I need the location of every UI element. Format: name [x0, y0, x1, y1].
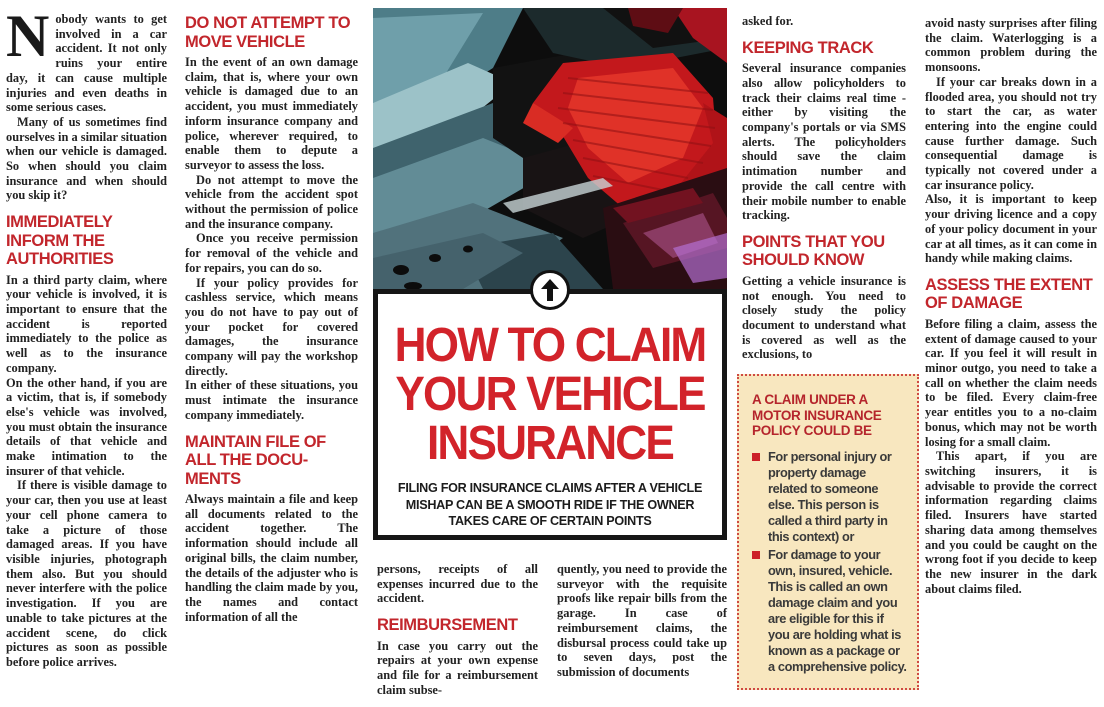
paragraph: On the other hand, if you are a victim, that is, if somebody else's vehicle was involved, you must obtain the insurance details of that vehicle and make intimation to the insurer of that vehicle.	[6, 375, 167, 478]
drop-cap: N	[6, 3, 50, 69]
paragraph: avoid nasty surprises after filing the claim. Waterlogging is a common problem during the monsoons.	[925, 16, 1097, 75]
column-1	[6, 3, 167, 670]
intro-paragraph: Nobody wants to get involved in a car accident. It not only ruins your entire day, it can cause multiple injuries and even deaths in some serious cases.	[6, 3, 167, 115]
up-arrow-icon	[530, 270, 570, 310]
paragraph: If your policy provides for cashless service, which means you do not have to pay out of your pocket for covered damages, the insurance company will pay the workshop directly.	[185, 275, 358, 378]
paragraph: In either of these situations, you must intimate the insurance company immediately.	[185, 378, 358, 422]
square-bullet-icon	[752, 453, 760, 461]
paragraph: persons, receipts of all expenses incurred due to the accident.	[377, 562, 538, 606]
column-2	[185, 14, 358, 624]
paragraph: Also, it is important to keep your driving licence and a copy of your policy document in your car at all times, as it can come in handy while making claims.	[925, 192, 1097, 266]
headline-line: YOUR VEHICLE	[395, 368, 705, 421]
claim-types-callout-box	[737, 374, 919, 690]
section-heading-keeping-track: KEEPING TRACK	[742, 38, 874, 57]
paragraph: Several insurance companies also allow policyholders to track their claims real time - either by visiting the company's portals or via SMS alerts. The policyholders should save the claim intimation number and provide the call centre with their mobile number to enable tracking.	[742, 61, 906, 223]
list-item: For personal injury or property damage related to someone else. This person is called a third party in this context) or	[752, 449, 907, 545]
crash-photo	[373, 8, 727, 289]
section-heading-do-not-move-vehicle: DO NOT ATTEMPT TO MOVE VEHICLE	[185, 14, 351, 51]
paragraph: Many of us sometimes find ourselves in a similar situation when our vehicle is damaged. So when should you claim insurance and when should you skip it?	[6, 114, 167, 203]
paragraph: In a third party claim, where your vehicle is involved, it is important to ensure that the accident is reported immediately to the police as well as to the insurance company.	[6, 272, 167, 375]
square-bullet-icon	[752, 551, 760, 559]
section-heading-assess-damage: ASSESS THE EXTENT OF DAMAGE	[925, 275, 1093, 313]
paragraph: In case you carry out the repairs at your own expense and file for a reimbursement claim subse-	[377, 638, 538, 697]
section-heading-inform-authorities: IMMEDIATELY INFORM THE AUTHORITIES	[6, 213, 114, 269]
paragraph: If your car breaks down in a flooded area, you should not try to start the car, as water entering into the engine could cause further damage. Such consequential damage is typically not covered under a car insurance policy.	[925, 74, 1097, 192]
callout-heading: A CLAIM UNDER A MOTOR INSURANCE POLICY COULD BE	[752, 392, 882, 438]
column-5	[925, 16, 1097, 596]
headline-line: HOW TO CLAIM	[394, 319, 706, 372]
paragraph: If there is visible damage to your car, then you use at least your cell phone camera to take a picture of those damaged areas. If you have visible injuries, photograph them also. But you should never interfere with the police investigation. If you are unable to take pictures at the accident scene, do click pictures as soon as possible before police arrives.	[6, 478, 167, 669]
list-item: For damage to your own, insured, vehicle. This is called an own damage claim and you are eligible for this if you are holding what is known as a package or a comprehensive policy.	[752, 547, 907, 675]
paragraph: Once you receive permission for removal of the vehicle and for repairs, you can do so.	[185, 231, 358, 275]
paragraph: quently, you need to provide the surveyor with the requisite proofs like repair bills from the garage. In case of reimbursement claims, the disbursal process could take up to seven days, post the submission of documents	[557, 562, 727, 679]
article-headline	[392, 321, 708, 468]
paragraph: Getting a vehicle insurance is not enough. You need to closely study the policy document to understand what is covered as well as the exclusions, to	[742, 273, 906, 362]
paragraph: Before filing a claim, assess the extent of damage caused to your car. If you feel it will result in minor outgo, you need to take a call on whether the claim needs to be filed. Every claim-free year entitles you to a no-claim bonus, which may not be worth losing for a small claim.	[925, 316, 1097, 449]
headline-box	[373, 289, 727, 540]
paragraph: Always maintain a file and keep all documents related to the accident together. The information should include all original bills, the claim number, the details of the adjuster who is handling the claim made by you, the names and contact information of all the	[185, 492, 358, 624]
headline-line: INSURANCE	[427, 417, 673, 470]
section-heading-maintain-file: MAINTAIN FILE OF ALL THE DOCUMENTS	[185, 432, 326, 488]
center-subcolumn-left	[377, 562, 538, 697]
column-4	[742, 14, 906, 362]
section-heading-reimbursement: REIMBURSEMENT	[377, 616, 518, 635]
crash-photo-graphic	[373, 8, 727, 289]
paragraph: Do not attempt to move the vehicle from the accident spot without the permission of police and the insurance company.	[185, 172, 358, 231]
section-heading-points-to-know: POINTS THAT YOU SHOULD KNOW	[742, 232, 885, 270]
paragraph: asked for.	[742, 14, 794, 28]
paragraph: This apart, if you are switching insurers, it is advisable to provide the correct information regarding claims filed. Insurers have started sharing data among themselves and you could be caught on the wrong foot if you decide to keep the new insurer in the dark about claims filed.	[925, 449, 1097, 596]
article-standfirst: FILING FOR INSURANCE CLAIMS AFTER A VEHICLE MISHAP CAN BE A SMOOTH RIDE IF THE OWNER TAKES CARE OF CERTAIN POINTS	[397, 480, 703, 528]
paragraph: In the event of an own damage claim, that is, where your own vehicle is damaged due to an accident, you must immediately inform insurance company and police, wherever required, to enable them to depute a surveyor to assess the loss.	[185, 55, 358, 172]
center-subcolumn-right	[557, 562, 727, 680]
